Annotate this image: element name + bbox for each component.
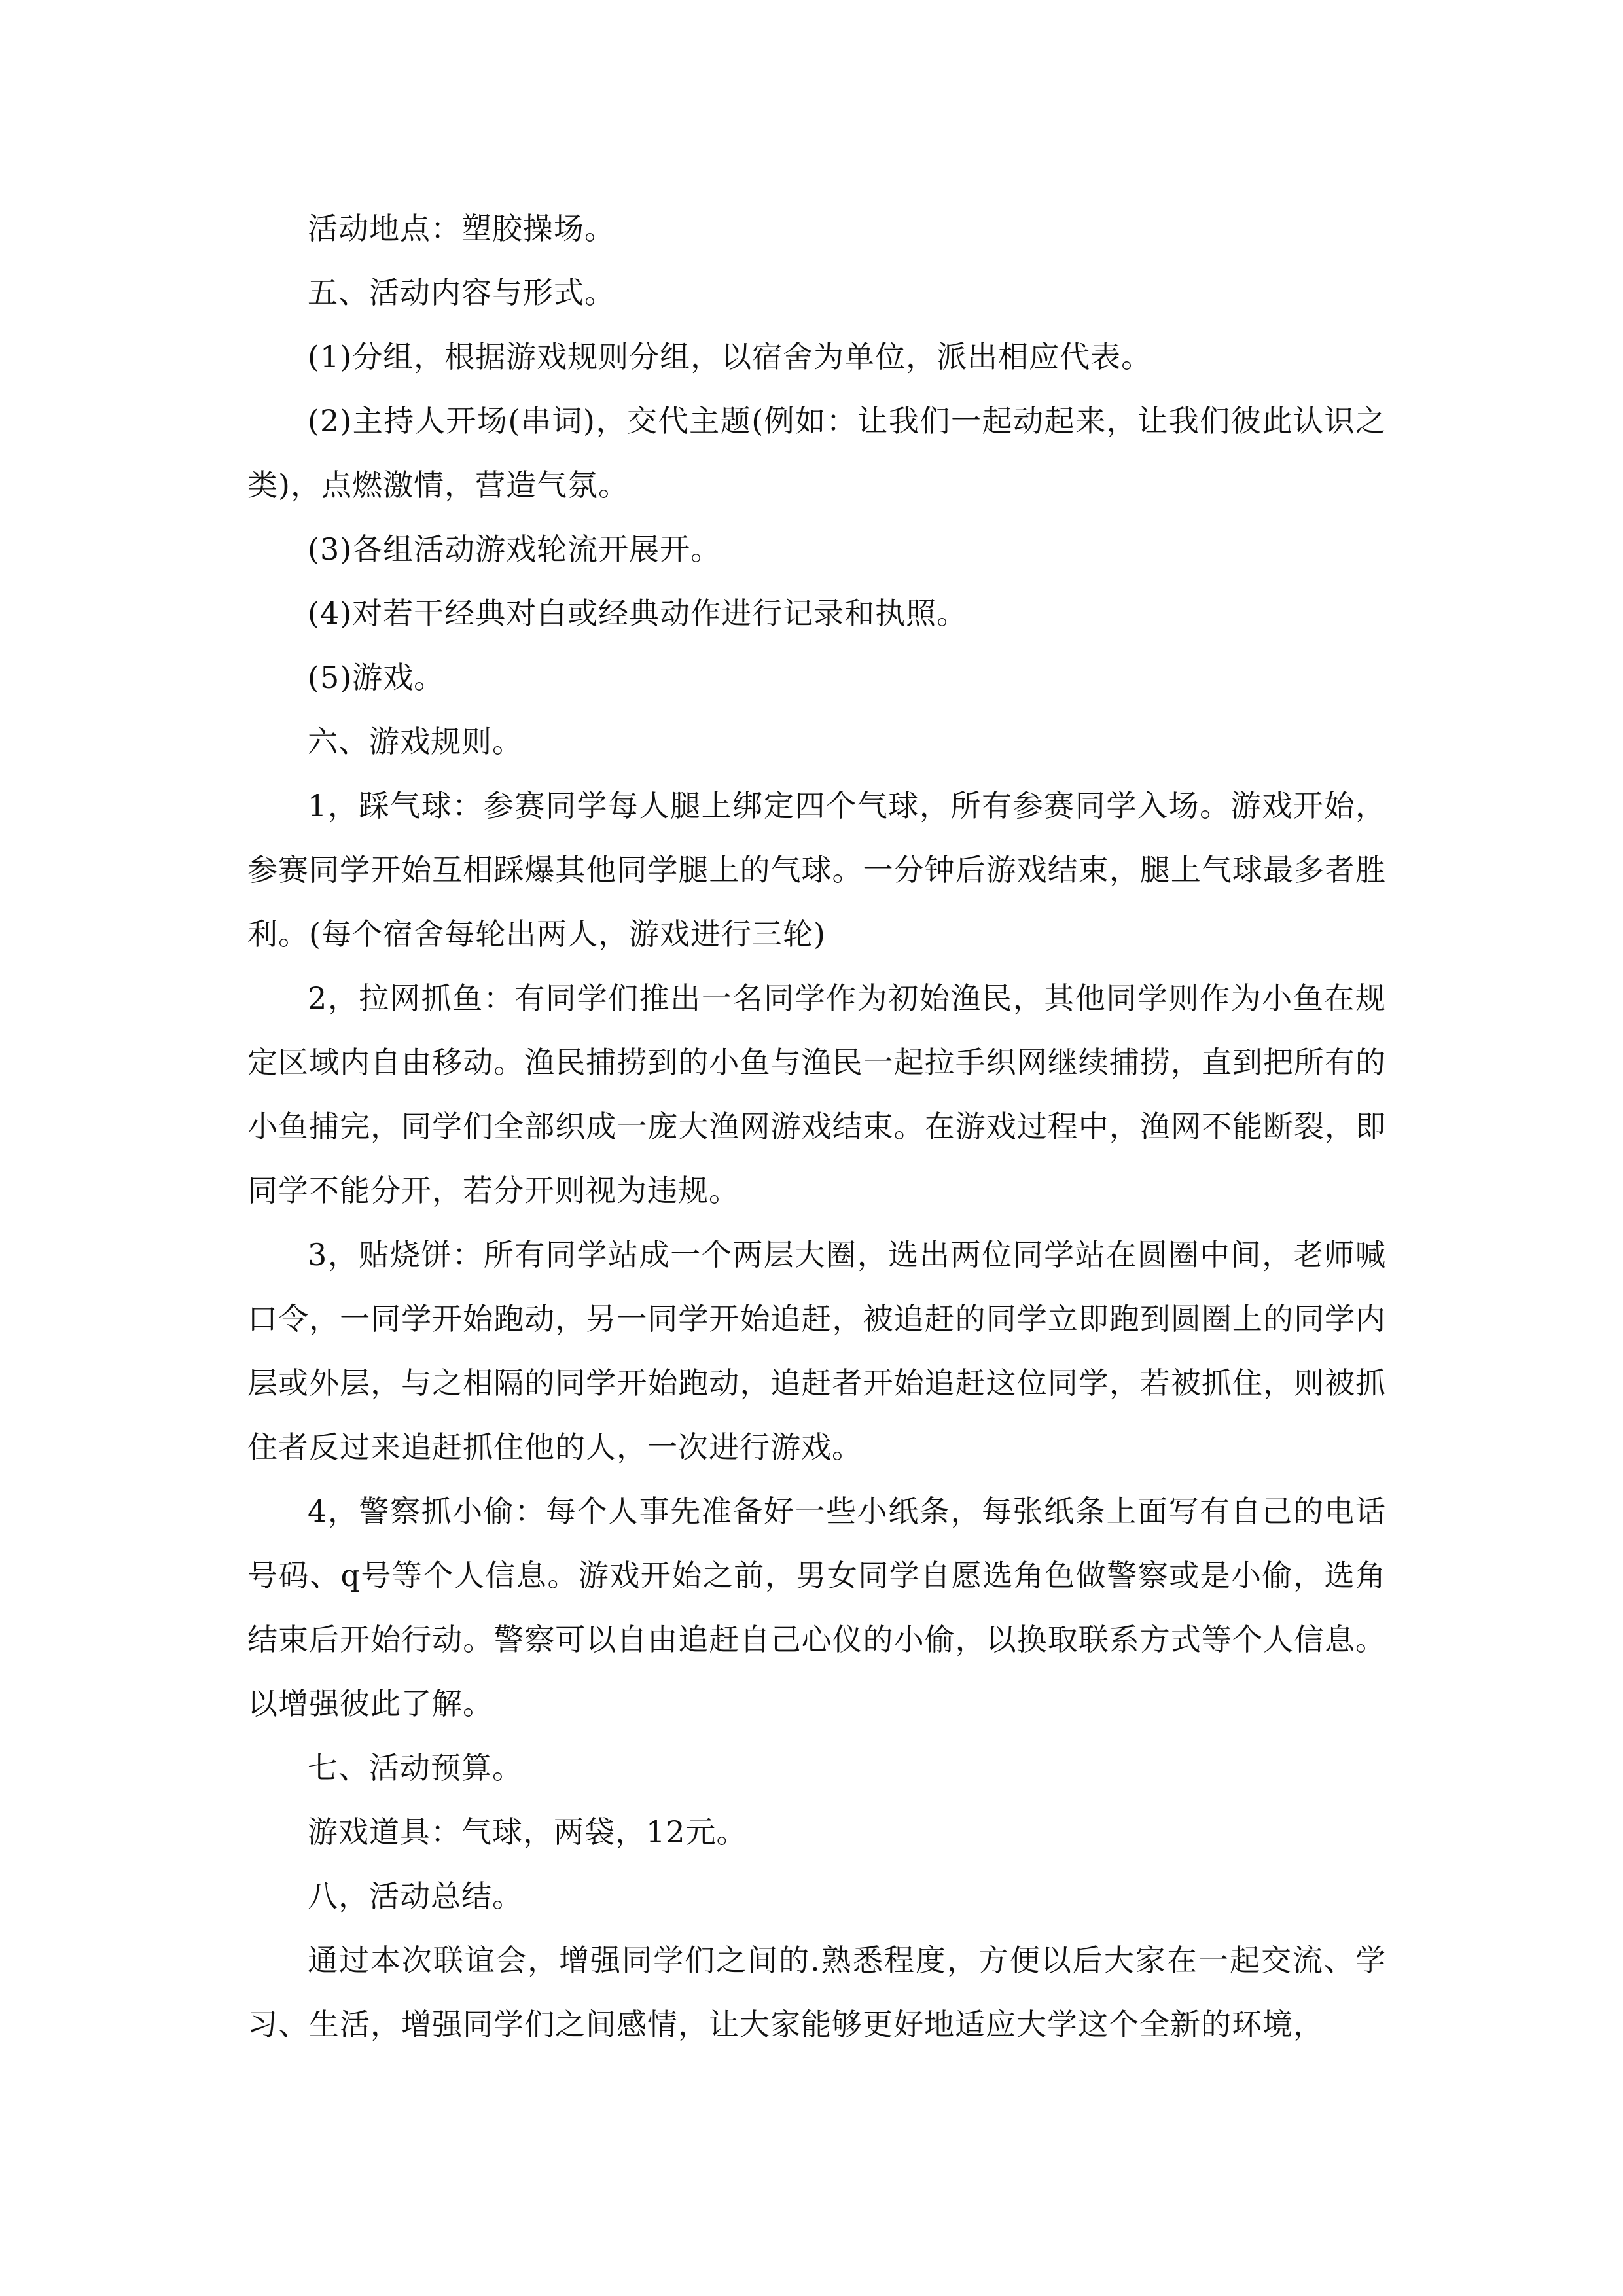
paragraph-item-5: (5)游戏。: [308, 660, 445, 695]
document-body: [247, 196, 1386, 2056]
heading-section-eight: 八，活动总结。: [308, 1878, 523, 1914]
paragraph-activity-location: 活动地点：塑胶操场。: [308, 211, 615, 246]
paragraph-item-4: (4)对若干经典对白或经典动作进行记录和执照。: [308, 596, 968, 631]
paragraph-item-3: (3)各组活动游戏轮流开展开。: [308, 531, 722, 567]
paragraph-rule-cops-thief: 4，警察抓小偷：每个人事先准备好一些小纸条，每张纸条上面写有自己的电话号码、q号等个人信息。游戏开始之前，男女同学自愿选角色做警察或是小偷，选角结束后开始行动。警察可以自由追赶自己心仪的小偷，以换取联系方式等个人信息。以增强彼此了解。: [247, 1494, 1386, 1721]
paragraph-rule-balloon: 1，踩气球：参赛同学每人腿上绑定四个气球，所有参赛同学入场。游戏开始，参赛同学开始互相踩爆其他同学腿上的气球。一分钟后游戏结束，腿上气球最多者胜利。(每个宿舍每轮出两人，游戏进行三轮): [247, 788, 1386, 952]
heading-section-six: 六、游戏规则。: [308, 724, 523, 759]
paragraph-rule-fishing-net: 2，拉网抓鱼：有同学们推出一名同学作为初始渔民，其他同学则作为小鱼在规定区域内自由移动。渔民捕捞到的小鱼与渔民一起拉手织网继续捕捞，直到把所有的小鱼捕完，同学们全部织成一庞大渔网游戏结束。在游戏过程中，渔网不能断裂，即同学不能分开，若分开则视为违规。: [247, 980, 1386, 1208]
paragraph-rule-pancake: 3，贴烧饼：所有同学站成一个两层大圈，选出两位同学站在圆圈中间，老师喊口令，一同学开始跑动，另一同学开始追赶，被追赶的同学立即跑到圆圈上的同学内层或外层，与之相隔的同学开始跑动，追赶者开始追赶这位同学，若被抓住，则被抓住者反过来追赶抓住他的人，一次进行游戏。: [247, 1237, 1386, 1465]
paragraph-budget: 游戏道具：气球，两袋，12元。: [308, 1814, 747, 1850]
heading-section-five: 五、活动内容与形式。: [308, 275, 615, 310]
heading-section-seven: 七、活动预算。: [308, 1750, 523, 1785]
paragraph-item-1: (1)分组，根据游戏规则分组，以宿舍为单位，派出相应代表。: [308, 339, 1152, 374]
paragraph-summary: 通过本次联谊会，增强同学们之间的.熟悉程度，方便以后大家在一起交流、学习、生活，增强同学们之间感情，让大家能够更好地适应大学这个全新的环境，: [247, 1943, 1386, 2042]
paragraph-item-2: (2)主持人开场(串词)，交代主题(例如：让我们一起动起来，让我们彼此认识之类)，点燃激情，营造气氛。: [247, 403, 1386, 503]
